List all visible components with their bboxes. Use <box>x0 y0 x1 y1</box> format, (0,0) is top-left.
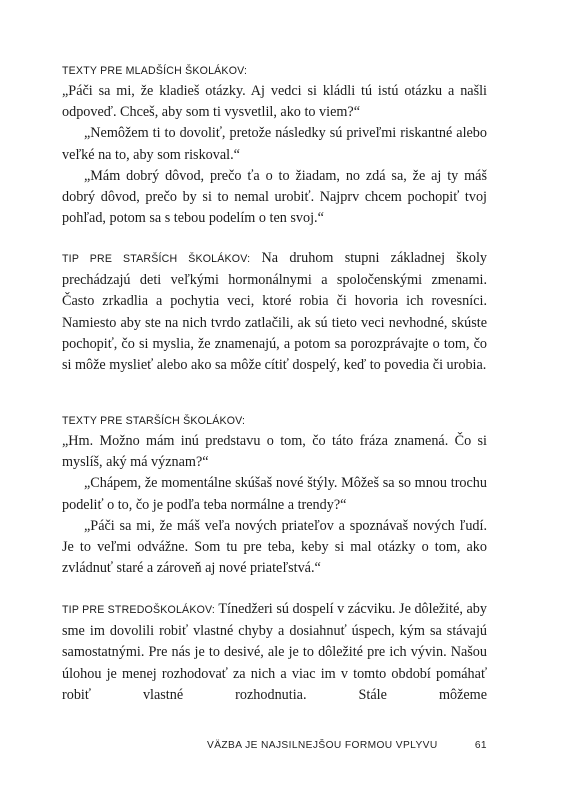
section-heading: TEXTY PRE MLADŠÍCH ŠKOLÁKOV: <box>62 65 248 77</box>
tip-paragraph <box>62 599 487 706</box>
paragraph: „Mám dobrý dôvod, prečo ťa o to žiadam, no zdá sa, že aj ty máš dobrý dôvod, prečo by si to nemal urobiť. Najprv chcem pochopiť tvoj pohľad, potom sa s tebou podelím o ten svoj.“ <box>62 167 487 227</box>
section-highschool-tip <box>62 599 487 706</box>
running-title: VÄZBA JE NAJSILNEJŠOU FORMOU VPLYVU <box>207 740 438 751</box>
section-heading: TEXTY PRE STARŠÍCH ŠKOLÁKOV: <box>62 415 246 427</box>
paragraph: „Nemôžem ti to dovoliť, pretože následky sú priveľmi riskantné alebo veľké na to, aby som riskoval.“ <box>62 125 487 163</box>
tip-text: Na druhom stupni základnej školy prechádzajú deti veľkými hormonálnymi a spoločenskými zmenami. Často zrkadlia a pochytia veci, ktoré robia či hovoria ich rovesníci. Namiesto aby ste na nich tvrdo zatlačili, ak sú tieto veci nevhodné, skúste pochopiť, čo si myslia, že znamenajú, a potom sa porozprávajte o tom, čo si môže myslieť alebo ako sa môže cítiť dospelý, keď to povedia či urobia. <box>62 250 488 374</box>
paragraph: „Chápem, že momentálne skúšaš nové štýly. Môžeš sa so mnou trochu podeliť o to, čo je podľa teba normálne a trendy?“ <box>62 475 487 513</box>
section-older-tip <box>62 248 487 376</box>
tip-paragraph <box>62 248 487 376</box>
tip-text: Tínedžeri sú dospelí v zácviku. Je dôležité, aby sme im dovolili robiť vlastné chyby a dosiahnuť úspech, kým sa stávajú samostatnými. Pre nás je to desivé, ale je to dôležité pre ich vývin. Našou úlohou je menej rozhodovať za nich a viac im v tomto období pomáhať robiť vlastné rozhodnutia. Stále môžeme <box>62 601 487 703</box>
paragraph: „Páči sa mi, že kladieš otázky. Aj vedci si kládli tú istú otázku a našli odpoveď. Chceš, aby som ti vysvetlil, ako to viem?“ <box>62 83 487 121</box>
tip-label: TIP PRE STREDOŠKOLÁKOV: <box>62 604 216 616</box>
tip-label: TIP PRE STARŠÍCH ŠKOLÁKOV: <box>62 253 251 265</box>
section-older-texts <box>62 414 487 579</box>
paragraph: „Páči sa mi, že máš veľa nových priateľov a spoznávaš nových ľudí. Je to veľmi odvážne. Som tu pre teba, keby si mal otázky o tom, ako zvládnuť staré a zároveň aj nové priateľstvá.“ <box>62 517 487 577</box>
section-younger-texts <box>62 64 487 229</box>
paragraph: „Hm. Možno mám inú predstavu o tom, čo táto fráza znamená. Čo si myslíš, aký má význam?“ <box>62 433 487 471</box>
page-number: 61 <box>474 740 487 751</box>
